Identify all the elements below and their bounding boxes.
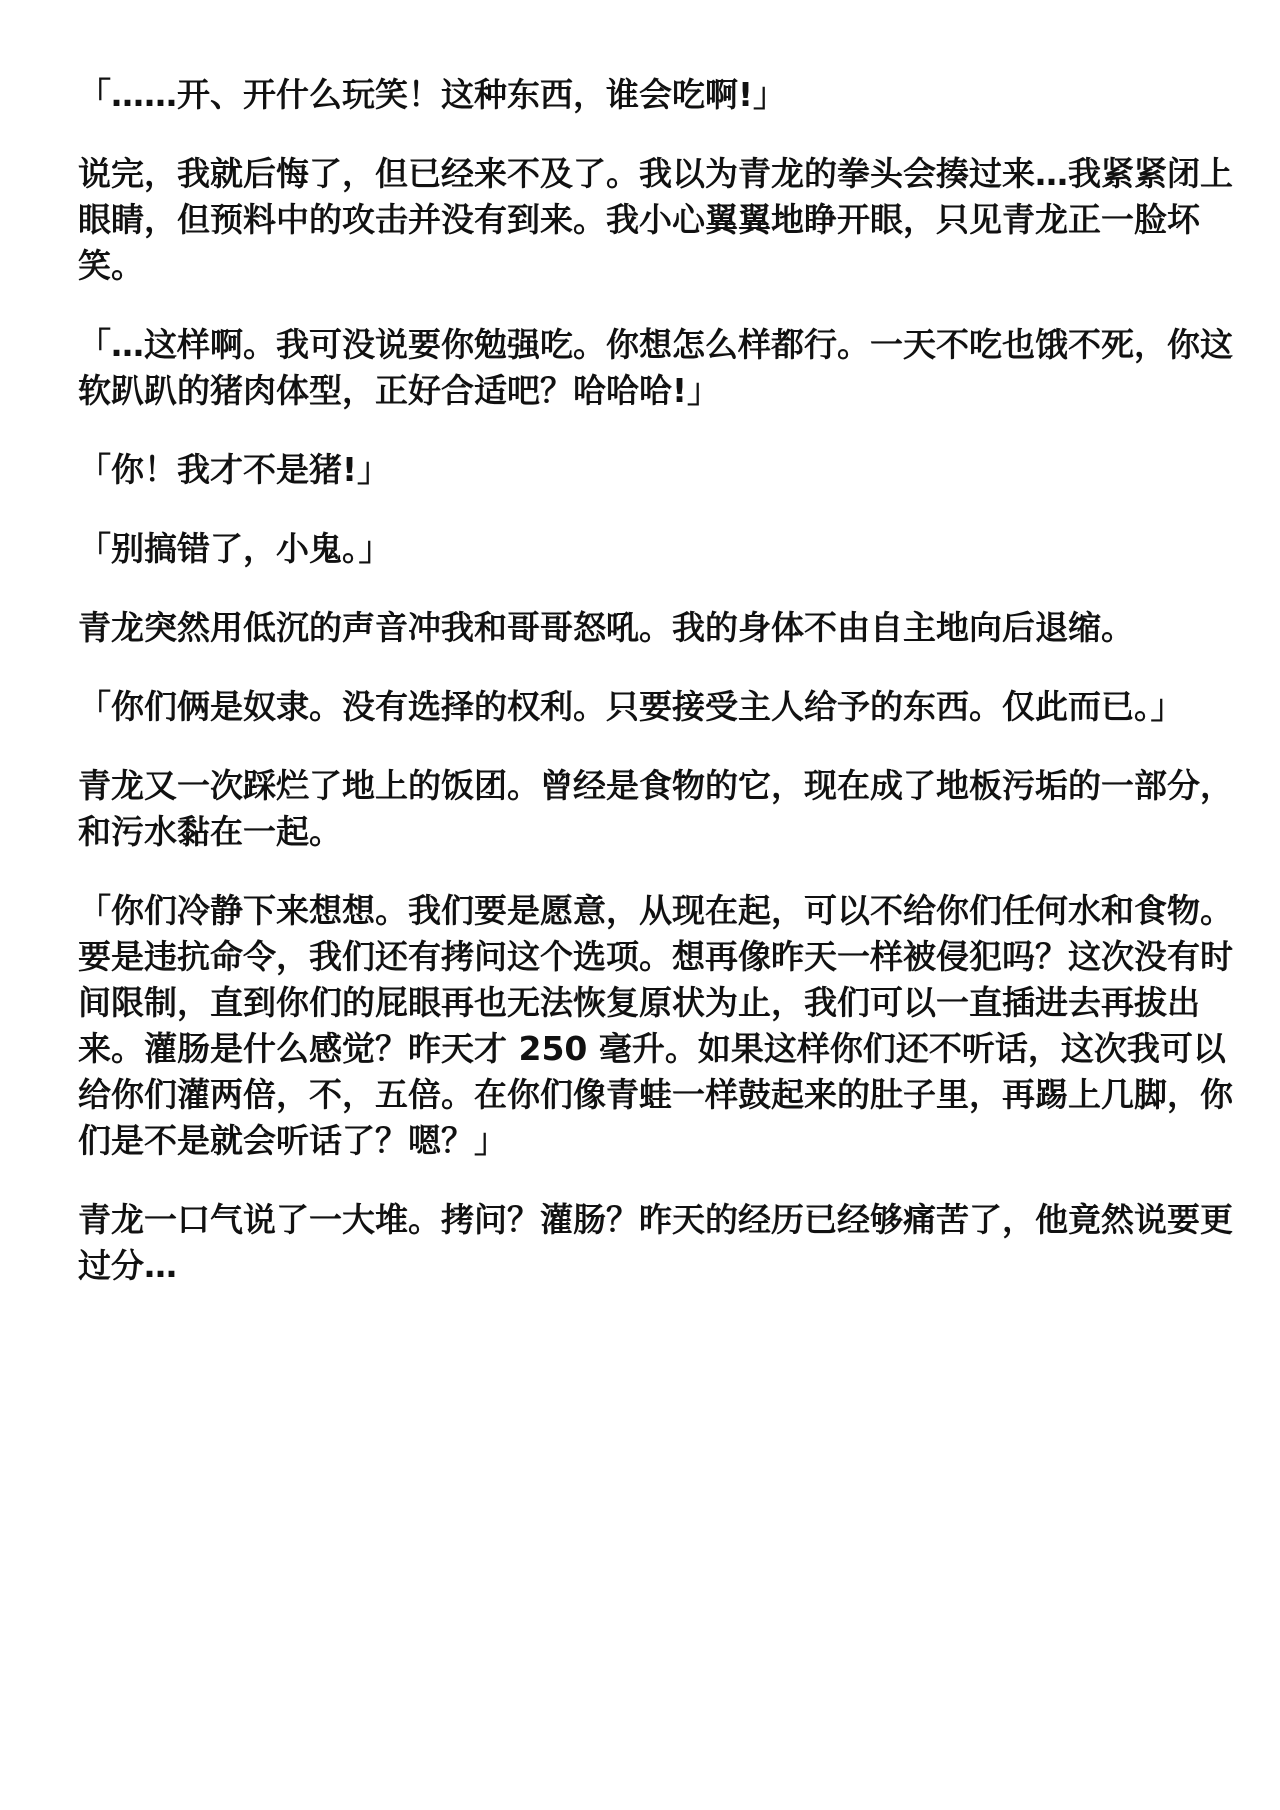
paragraph-4: 「你！我才不是猪!」 [78,450,391,489]
paragraph-9: 「你们冷静下来想想。我们要是愿意，从现在起，可以不给你们任何水和食物。要是违抗命令，我们还有拷问这个选项。想再像昨天一样被侵犯吗？这次没有时间限制，直到你们的屁眼再也无法恢复原状为止，我们可以一直插进去再拔出来。灌肠是什么感觉？昨天才 250 毫升。如果这样你们还不听话，这次我可以给你们灌两倍，不，五倍。在你们像青蛙一样鼓起来的肚子里，再踢上几脚，你们是不是就会听话了？嗯？」 [78,891,1233,1160]
paragraph-2: 说完，我就后悔了，但已经来不及了。我以为青龙的拳头会揍过来…我紧紧闭上眼睛，但预料中的攻击并没有到来。我小心翼翼地睁开眼，只见青龙正一脸坏笑。 [78,154,1233,285]
paragraph-3: 「…这样啊。我可没说要你勉强吃。你想怎么样都行。一天不吃也饿不死，你这软趴趴的猪肉体型，正好合适吧？哈哈哈!」 [78,325,1233,410]
paragraph-6: 青龙突然用低沉的声音冲我和哥哥怒吼。我的身体不由自主地向后退缩。 [78,608,1134,647]
paragraph-8: 青龙又一次踩烂了地上的饭团。曾经是食物的它，现在成了地板污垢的一部分，和污水黏在一起。 [78,766,1233,851]
paragraph-10: 青龙一口气说了一大堆。拷问？灌肠？昨天的经历已经够痛苦了，他竟然说要更过分… [78,1200,1233,1285]
paragraph-7: 「你们俩是奴隶。没有选择的权利。只要接受主人给予的东西。仅此而已。」 [78,687,1184,726]
paragraph-5: 「别搞错了，小鬼。」 [78,529,392,568]
paragraph-1: 「……开、开什么玩笑！这种东西，谁会吃啊!」 [78,75,787,114]
